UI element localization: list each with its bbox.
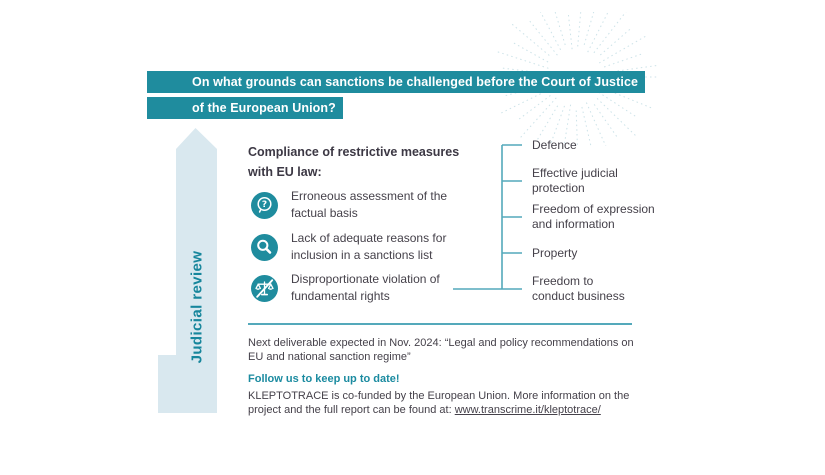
right-item-freedom-of-expression [532,202,655,232]
ground-2-line2: fundamental rights [291,289,390,303]
ground-1-line1: Lack of adequate reasons for [291,231,447,245]
compliance-heading-line2: with EU law: [248,164,322,179]
title-text-line1: On what grounds can sanctions be challenged before the Court of Justice [192,75,639,89]
ground-text [291,188,447,222]
svg-text:?: ? [261,199,268,210]
footer-divider-line [248,323,632,325]
right-3-line1: Property [532,246,578,260]
ground-item-lack-of-reasons [251,227,446,267]
ground-0-line1: Erroneous assessment of the [291,189,448,203]
magnifier-icon [251,234,278,261]
title-bar-line1 [147,71,645,93]
deliverable-line2: EU and national sanction regime” [248,350,411,363]
deliverable-line1: Next deliverable expected in Nov. 2024: “Legal and policy recommendations on [248,337,634,349]
funding-line2 [248,404,658,418]
title-bar-line2 [147,97,343,119]
compliance-heading-line1: Compliance of restrictive measures [248,145,460,159]
ground-1-line2: inclusion in a sanctions list [291,248,433,262]
right-item-defence [532,138,577,153]
right-1-line1: Effective judicial [532,166,618,180]
ground-0-line2: factual basis [291,206,358,220]
funding-line2-prefix: project and the full report can be found at: [248,403,455,416]
ground-item-disproportionate-violation [251,268,440,308]
right-item-effective-judicial-protection [532,166,618,196]
funding-line1: KLEPTOTRACE is co-funded by the European Union. More information on the [248,390,630,402]
ground-text [291,271,440,305]
kleptotrace-link[interactable]: www.transcrime.it/kleptotrace/ [454,403,601,416]
right-4-line2: conduct business [532,289,625,303]
scales-crossed-icon [251,275,278,302]
footer [248,337,658,417]
rights-bracket-connector [440,130,540,300]
judicial-review-label: Judicial review [188,250,205,364]
compliance-heading [248,143,459,182]
ground-item-erroneous-assessment [251,185,447,225]
right-0-line1: Defence [532,138,577,152]
right-4-line1: Freedom to [532,274,594,288]
right-1-line2: protection [532,181,585,195]
right-item-freedom-to-conduct-business [532,274,625,304]
right-2-line2: and information [532,217,615,231]
title-text-line2: of the European Union? [192,101,336,115]
follow-us-text: Follow us to keep up to date! [248,373,400,385]
right-2-line1: Freedom of expression [532,202,655,216]
ground-text [291,230,446,264]
ground-2-line1: Disproportionate violation of [291,272,440,286]
right-item-property [532,246,577,261]
head-question-icon [251,192,278,219]
